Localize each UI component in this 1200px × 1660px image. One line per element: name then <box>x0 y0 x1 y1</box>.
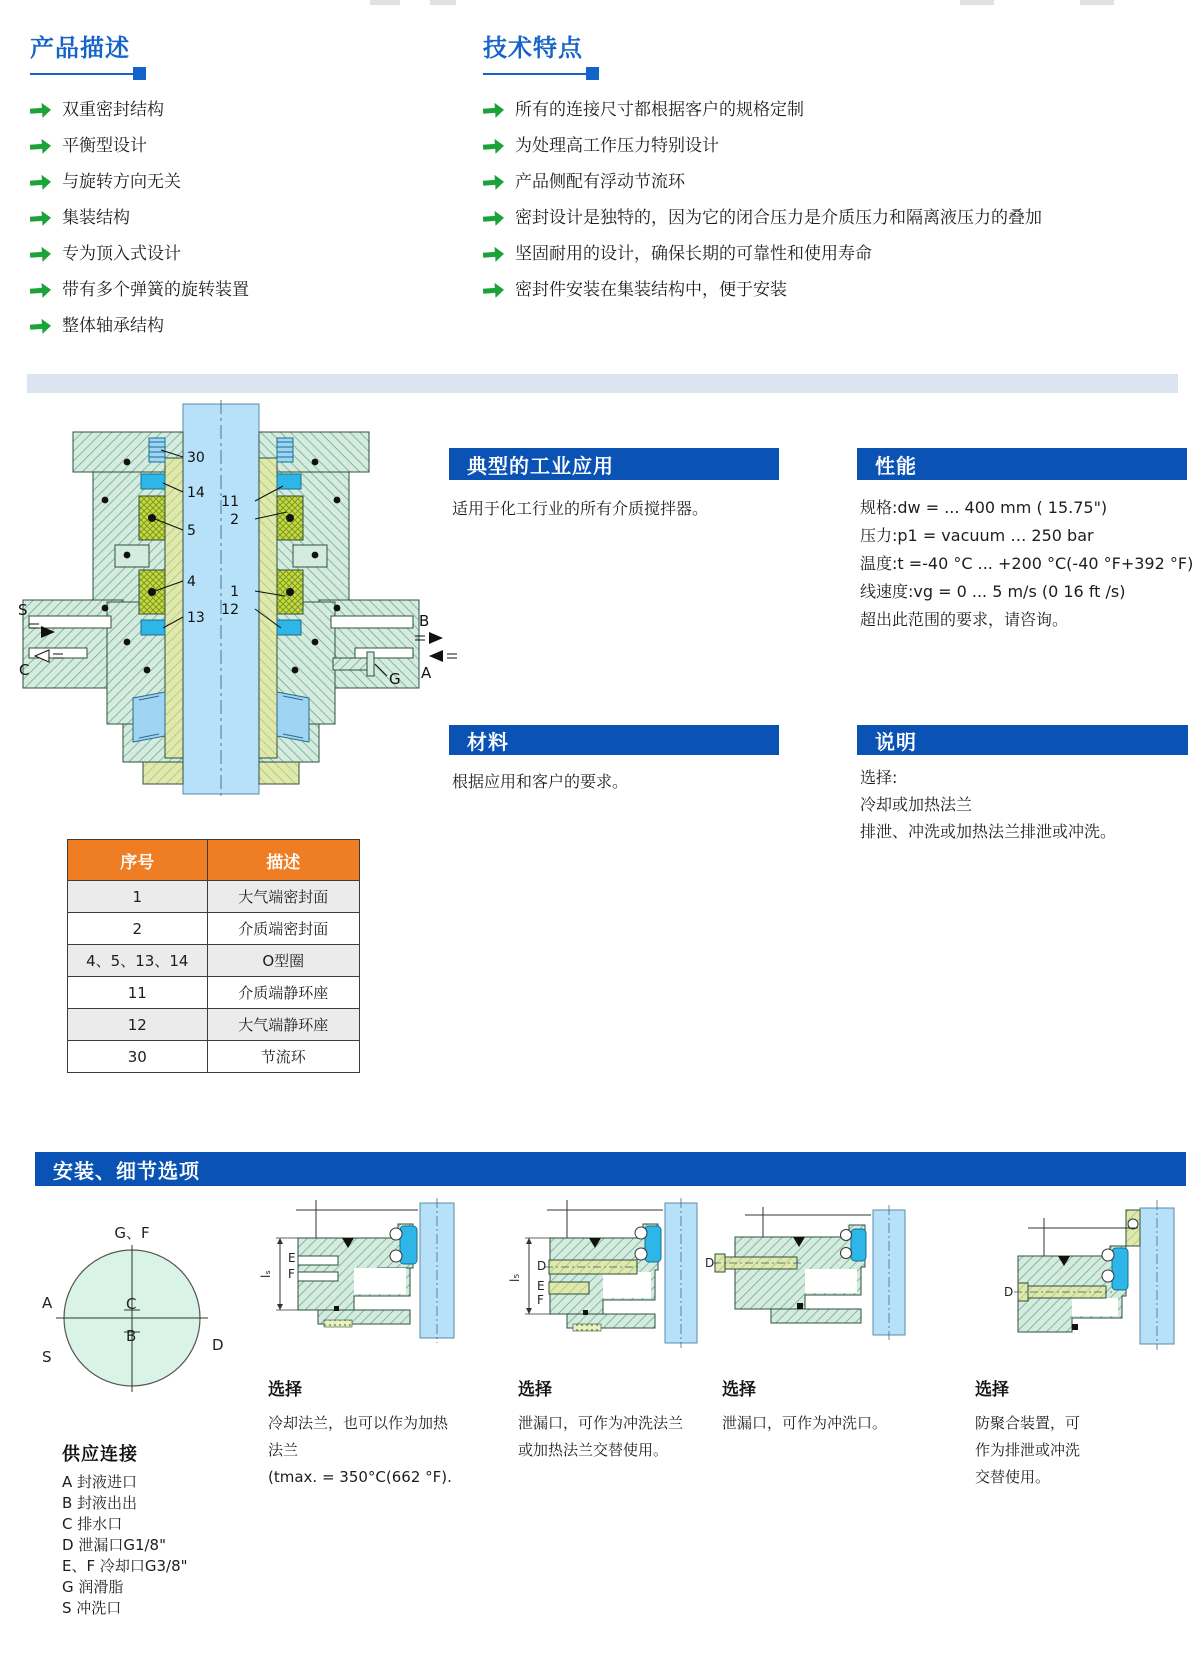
table-row <box>68 913 360 945</box>
supply-item: S 冲洗口 <box>62 1599 122 1617</box>
option-line: 法兰 <box>268 1441 299 1459</box>
circle-label-bottom-left: S <box>42 1348 52 1366</box>
top-edge-artifact <box>960 0 994 5</box>
part-description: 大气端密封面 <box>207 881 359 913</box>
option-line: 防聚合装置，可 <box>975 1414 1081 1432</box>
supply-item: C 排水口 <box>62 1515 123 1533</box>
option-line: 或加热法兰交替使用。 <box>518 1441 669 1459</box>
list-item <box>483 164 1042 200</box>
notes-line: 选择: <box>860 768 898 787</box>
performance-line: 线速度:vg = 0 ... 5 m/s (0 16 ft /s) <box>860 582 1126 601</box>
feature-text: 与旋转方向无关 <box>62 172 181 192</box>
dim-label: F <box>288 1267 295 1281</box>
list-item <box>30 128 249 164</box>
title-underline-square <box>133 67 146 80</box>
applications-body: 适用于化工行业的所有介质搅拌器。 <box>452 499 709 518</box>
part-description: O型圈 <box>207 945 359 977</box>
top-edge-artifact <box>430 0 456 5</box>
green-arrow-icon <box>30 139 51 154</box>
green-arrow-icon <box>30 175 51 190</box>
section-title: 典型的工业应用 <box>467 453 614 478</box>
option-line: (tmax. = 350°C(662 °F). <box>268 1468 452 1486</box>
list-item <box>30 200 249 236</box>
list-item <box>483 272 1042 308</box>
title-underline-square <box>586 67 599 80</box>
list-item <box>483 236 1042 272</box>
green-arrow-icon <box>30 103 51 118</box>
green-arrow-icon <box>30 283 51 298</box>
dim-label: D <box>537 1259 547 1273</box>
option-diagram-leakage-flush-port <box>705 1205 915 1340</box>
callout-number: 14 <box>187 485 205 501</box>
feature-text: 集装结构 <box>62 208 130 228</box>
green-arrow-icon <box>483 283 504 298</box>
table-row <box>68 977 360 1009</box>
part-number: 12 <box>68 1009 208 1041</box>
part-number: 4、5、13、14 <box>68 945 208 977</box>
option-title: 选择 <box>268 1380 302 1400</box>
supply-item: D 泄漏口G1/8" <box>62 1536 166 1554</box>
notes-section-header <box>857 725 1188 755</box>
list-item <box>30 308 249 344</box>
option-diagram-leakage-flush-flange <box>505 1198 705 1348</box>
green-arrow-icon <box>30 247 51 262</box>
callout-number: 13 <box>187 610 205 626</box>
feature-text: 密封件安装在集装结构中，便于安装 <box>515 280 787 300</box>
product-description-title: 产品描述 <box>30 34 130 62</box>
dim-label: E <box>537 1279 545 1293</box>
option-line: 泄漏口，可作为冲洗口。 <box>722 1414 888 1432</box>
green-arrow-icon <box>483 247 504 262</box>
dim-label: lₛ <box>259 1270 273 1278</box>
port-label-a: A <box>421 664 432 682</box>
dim-label: l₅ <box>508 1273 522 1282</box>
option-block <box>518 1375 683 1464</box>
performance-section-header <box>857 448 1187 480</box>
supply-connections-title: 供应连接 <box>62 1444 138 1465</box>
table-row <box>68 945 360 977</box>
feature-text: 为处理高工作压力特别设计 <box>515 136 719 156</box>
supply-item: A 封液进口 <box>62 1473 138 1491</box>
green-arrow-icon <box>483 139 504 154</box>
list-item <box>483 200 1042 236</box>
materials-body: 根据应用和客户的要求。 <box>452 772 629 791</box>
section-title: 性能 <box>875 453 917 478</box>
part-number: 11 <box>68 977 208 1009</box>
notes-line: 排泄、冲洗或加热法兰排泄或冲洗。 <box>860 822 1117 841</box>
part-description: 节流环 <box>207 1041 359 1073</box>
section-title: 说明 <box>875 729 917 754</box>
green-arrow-icon <box>30 319 51 334</box>
option-title: 选择 <box>975 1380 1009 1400</box>
port-label-b: B <box>419 612 430 630</box>
callout-number: 5 <box>187 523 196 539</box>
dim-label: F <box>537 1293 544 1307</box>
option-diagram-anti-polymer <box>960 1200 1185 1350</box>
table-row <box>68 1041 360 1073</box>
table-row <box>68 881 360 913</box>
top-edge-artifact <box>370 0 400 5</box>
feature-text: 整体轴承结构 <box>62 316 164 336</box>
supply-item: G 润滑脂 <box>62 1578 124 1596</box>
table-row <box>68 1009 360 1041</box>
dim-label: E <box>288 1251 296 1265</box>
circle-label-center-bottom: B <box>126 1327 137 1345</box>
green-arrow-icon <box>483 175 504 190</box>
callout-number: 4 <box>187 574 196 590</box>
option-line: 作为排泄或冲洗 <box>975 1441 1081 1459</box>
dim-label: D <box>705 1256 715 1270</box>
green-arrow-icon <box>483 211 504 226</box>
feature-text: 平衡型设计 <box>62 136 147 156</box>
option-title: 选择 <box>722 1380 756 1400</box>
list-item <box>483 128 1042 164</box>
option-line: 冷却法兰，也可以作为加热 <box>268 1414 449 1432</box>
option-line: 交替使用。 <box>975 1468 1051 1486</box>
feature-text: 专为顶入式设计 <box>62 244 181 264</box>
option-block <box>722 1375 887 1437</box>
section-title: 材料 <box>467 729 509 754</box>
table-header-row <box>68 840 360 881</box>
feature-text: 产品侧配有浮动节流环 <box>515 172 685 192</box>
port-label-g: G <box>389 670 401 688</box>
option-diagram-cooling-flange <box>258 1198 463 1343</box>
performance-line: 温度:t =-40 °C ... +200 °C(-40 °F+392 °F) <box>860 554 1194 573</box>
title-underline <box>483 73 586 75</box>
circle-label-center-top: C <box>126 1295 137 1313</box>
part-description: 介质端静环座 <box>207 977 359 1009</box>
feature-text: 所有的连接尺寸都根据客户的规格定制 <box>515 100 804 120</box>
materials-section-header <box>449 725 779 755</box>
feature-text: 带有多个弹簧的旋转装置 <box>62 280 249 300</box>
option-line: 泄漏口，可作为冲洗法兰 <box>518 1414 684 1432</box>
parts-table <box>67 839 360 1073</box>
feature-text: 坚固耐用的设计，确保长期的可靠性和使用寿命 <box>515 244 872 264</box>
callout-number: 30 <box>187 450 205 466</box>
list-item <box>30 236 249 272</box>
column-header: 序号 <box>68 840 208 881</box>
section-title: 安装、细节选项 <box>53 1158 200 1183</box>
connection-circle-diagram <box>20 1210 245 1410</box>
part-description: 介质端密封面 <box>207 913 359 945</box>
performance-line: 超出此范围的要求，请咨询。 <box>860 610 1069 629</box>
technical-features-title: 技术特点 <box>483 34 583 62</box>
option-title: 选择 <box>518 1380 552 1400</box>
callout-number: 1 <box>230 584 239 600</box>
list-item <box>30 164 249 200</box>
dim-label: D <box>1004 1285 1014 1299</box>
supply-item: B 封液出出 <box>62 1494 138 1512</box>
column-header: 描述 <box>207 840 359 881</box>
applications-section-header <box>449 448 779 480</box>
part-number: 30 <box>68 1041 208 1073</box>
circle-label-top: G、F <box>114 1224 150 1242</box>
seal-cross-section-drawing <box>15 400 465 798</box>
performance-line: 规格:dw = ... 400 mm ( 15.75") <box>860 498 1108 517</box>
list-item <box>30 272 249 308</box>
notes-line: 冷却或加热法兰 <box>860 795 973 814</box>
feature-text: 密封设计是独特的，因为它的闭合压力是介质压力和隔离液压力的叠加 <box>515 208 1042 228</box>
top-edge-artifact <box>1080 0 1114 5</box>
separator-band <box>27 374 1178 393</box>
list-item <box>30 92 249 128</box>
part-number: 1 <box>68 881 208 913</box>
title-underline <box>30 73 133 75</box>
option-block <box>268 1375 452 1491</box>
green-arrow-icon <box>30 211 51 226</box>
option-block <box>975 1375 1080 1491</box>
list-item <box>483 92 1042 128</box>
callout-number: 11 <box>221 494 239 510</box>
port-label-c: C <box>19 661 30 679</box>
green-arrow-icon <box>483 103 504 118</box>
install-options-header <box>35 1152 1186 1186</box>
feature-text: 双重密封结构 <box>62 100 164 120</box>
performance-line: 压力:p1 = vacuum … 250 bar <box>860 526 1094 545</box>
port-label-s: S <box>18 601 28 619</box>
circle-label-right: D <box>212 1336 224 1354</box>
callout-number: 2 <box>230 512 239 528</box>
circle-label-left: A <box>42 1294 53 1312</box>
part-number: 2 <box>68 913 208 945</box>
part-description: 大气端静环座 <box>207 1009 359 1041</box>
callout-number: 12 <box>221 602 239 618</box>
supply-item: E、F 冷却口G3/8" <box>62 1557 188 1575</box>
